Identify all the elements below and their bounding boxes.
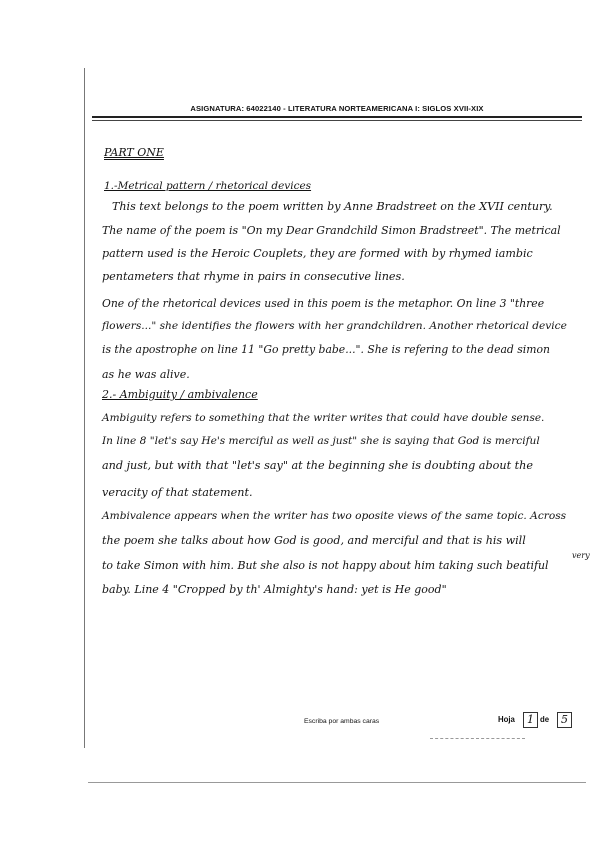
- section2-line: Ambivalence appears when the writer has two oposite views of the same topic. Across: [102, 510, 567, 522]
- insertion-note: very: [572, 551, 590, 560]
- header-rule-secondary: [92, 120, 582, 121]
- section2-line: and just, but with that "let's say" at the beginning she is doubting about the: [102, 459, 533, 472]
- sheet-header: [92, 104, 582, 121]
- section2-line: Ambiguity refers to something that the writer writes that could have double sense.: [102, 412, 545, 424]
- section2-line: to take Simon with him. But she also is not happy about him taking such beatiful: [102, 559, 549, 572]
- section2-line: baby. Line 4 "Cropped by th' Almighty's hand: yet is He good": [102, 583, 447, 596]
- of-label: de: [540, 715, 550, 724]
- write-both-sides-note: Escriba por ambas caras: [304, 718, 380, 725]
- section1-line: The name of the poem is "On my Dear Grandchild Simon Bradstreet". The metrical: [102, 224, 561, 237]
- section2-line: In line 8 "let's say He's merciful as well as just" she is saying that God is merciful: [102, 435, 540, 447]
- section1-line: as he was alive.: [102, 368, 190, 381]
- section1-line: One of the rhetorical devices used in this poem is the metaphor. On line 3 "three: [102, 297, 545, 310]
- page-label: Hoja: [498, 715, 515, 724]
- header-rule: [92, 116, 582, 118]
- section1-line: This text belongs to the poem written by Anne Bradstreet on the XVII century.: [112, 200, 553, 213]
- section1-line: pattern used is the Heroic Couplets, they are formed with by rhymed iambic: [102, 247, 533, 260]
- section1-heading: 1.-Metrical pattern / rhetorical devices: [104, 180, 312, 192]
- section2-line: the poem she talks about how God is good, and merciful and that is his will: [102, 534, 526, 547]
- course-title: ASIGNATURA: 64022140 - LITERATURA NORTEAMERICANA I: SIGLOS XVII-XIX: [190, 104, 484, 113]
- scan-smudge: [430, 738, 525, 740]
- section2-line: veracity of that statement.: [102, 486, 253, 499]
- left-margin-rule: [84, 68, 85, 748]
- part-heading: PART ONE: [104, 146, 164, 159]
- total-pages-box: 5: [557, 712, 572, 728]
- page-number-box: 1: [523, 712, 538, 728]
- bottom-rule: [88, 782, 586, 783]
- section2-heading: 2.- Ambiguity / ambivalence: [102, 388, 258, 401]
- section1-line: flowers..." she identifies the flowers with her grandchildren. Another rhetorical device: [102, 320, 567, 332]
- section1-line: pentameters that rhyme in pairs in consecutive lines.: [102, 270, 405, 283]
- section1-line: is the apostrophe on line 11 "Go pretty babe...". She is refering to the dead simon: [102, 343, 550, 356]
